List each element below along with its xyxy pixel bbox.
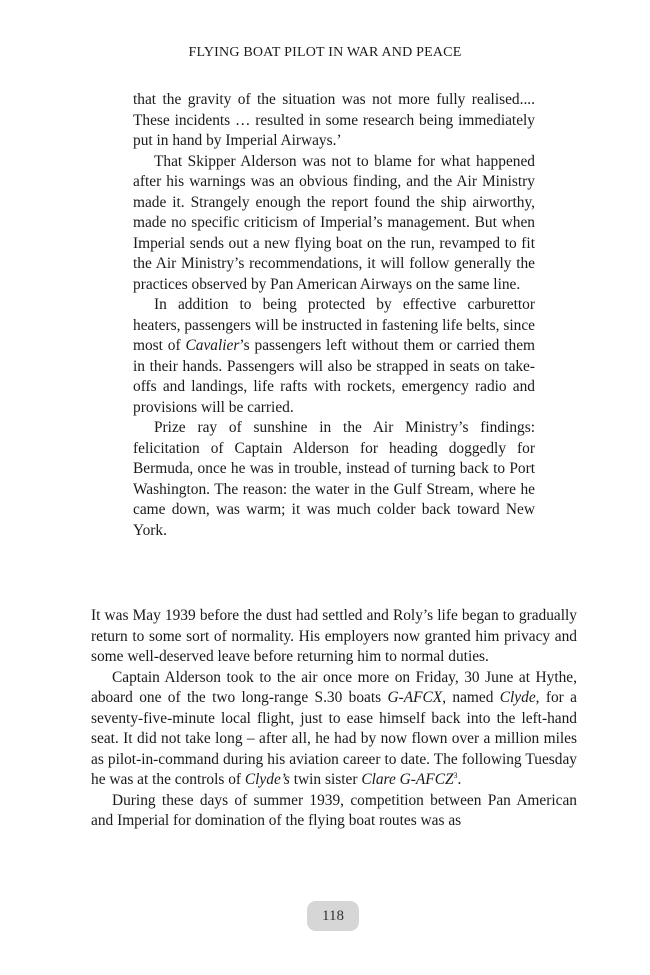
body-paragraph-3: During these days of summer 1939, competition between Pan American and Imperial for domination of the flying boat routes was as	[91, 791, 577, 829]
text-span: Captain Alderson took to the air once more on Friday, 30 June at Hythe, aboard one of the two long-range S.30 boats	[91, 668, 577, 706]
text-span: , for a seventy-five-minute local flight, just to ease himself back into the left-hand seat. It did not take long – after all, he had by now flown over a million miles as pilot-in-command during his aviation career to date. The following Tuesday he was at the controls of	[91, 689, 577, 788]
page-number-badge: 118	[307, 901, 359, 931]
text-span: In addition to being protected by effective carburettor heaters, passengers will be instructed in fastening life belts, since most of	[133, 296, 535, 354]
boat-name-italic: Clyde’s	[244, 771, 290, 788]
boat-name-italic: Clyde	[499, 689, 536, 706]
running-head: FLYING BOAT PILOT IN WAR AND PEACE	[188, 45, 462, 60]
body-paragraph-1: It was May 1939 before the dust had settled and Roly’s life began to gradually return to some sort of normality. His employers now granted him privacy and some well-deserved leave before returning him to normal duties.	[91, 607, 577, 665]
boat-name-italic: Clare G-AFCZ	[361, 771, 454, 788]
quote-paragraph-3	[133, 295, 535, 418]
registration-italic: G-AFCX	[387, 689, 443, 706]
footnote-marker: 3	[453, 770, 458, 780]
block-quote	[133, 90, 535, 541]
text-span: , named	[442, 689, 500, 706]
body-paragraph-2	[91, 668, 577, 791]
quote-paragraph-4: Prize ray of sunshine in the Air Ministry’s findings: felicitation of Captain Alderson for heading doggedly for Bermuda, once he was in trouble, instead of turning back to Port Washington. The reason: the water in the Gulf Stream, where he came down, was warm; it was much colder back toward New York.	[133, 419, 535, 539]
body-text	[91, 606, 577, 832]
quote-paragraph-1: that the gravity of the situation was not more fully realised.... These incidents … resulted in some research being immediately put in hand by Imperial Airways.’	[133, 91, 535, 149]
text-span: .	[457, 771, 462, 788]
ship-name-italic: Cavalier	[185, 337, 240, 354]
text-span: twin sister	[289, 771, 362, 788]
quote-paragraph-2: That Skipper Alderson was not to blame for what happened after his warnings was an obvious finding, and the Air Ministry made it. Strangely enough the report found the ship airworthy, made no specific criticism of Imperial’s management. But when Imperial sends out a new flying boat on the run, revamped to fit the Air Ministry’s recommendations, it will follow generally the practices observed by Pan American Airways on the same line.	[133, 152, 535, 293]
text-span: ’s passengers left without them or carried them in their hands. Passengers will also be strapped in seats on take-offs and landings, life rafts with rockets, emergency radio and provisions will be carried.	[133, 337, 535, 416]
